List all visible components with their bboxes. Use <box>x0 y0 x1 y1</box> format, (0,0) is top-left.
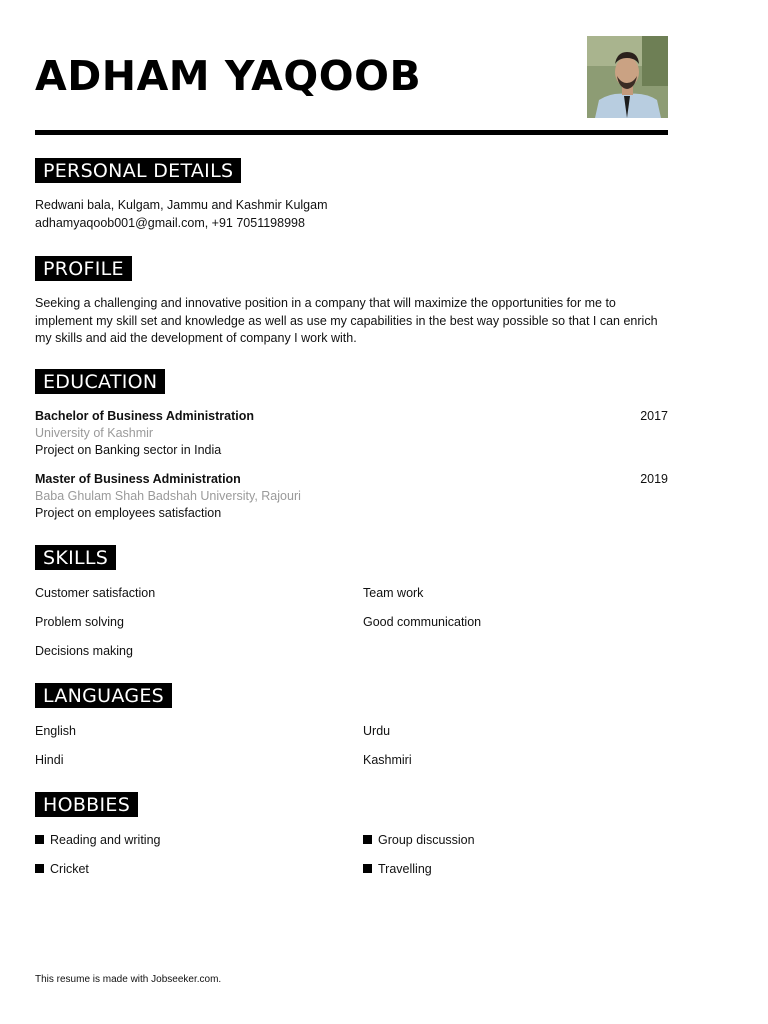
skill-item: Decisions making <box>35 644 133 658</box>
profile-text: Seeking a challenging and innovative position in a company that will maximize the opportunities for me to implement my skill set and knowledge as well as use my capabilities in the best way possible so that I can enrich my skills and aid the development of company I work with. <box>35 296 658 345</box>
degree-title: Bachelor of Business Administration <box>35 409 255 423</box>
hobby-item <box>363 831 668 849</box>
skill-item: Customer satisfaction <box>35 586 156 600</box>
square-bullet-icon <box>363 835 372 844</box>
section-heading-education: EDUCATION <box>35 369 165 394</box>
square-bullet-icon <box>363 864 372 873</box>
hobby-item <box>363 860 668 878</box>
education-item <box>35 471 668 522</box>
hobby-label: Group discussion <box>378 833 475 847</box>
skill-item: Problem solving <box>35 615 124 629</box>
candidate-name: ADHAM YAQOOB <box>35 52 422 100</box>
degree-title: Master of Business Administration <box>35 472 241 486</box>
profile-photo <box>587 36 668 118</box>
section-heading-profile: PROFILE <box>35 256 132 281</box>
degree-year: 2019 <box>640 472 668 486</box>
language-item: Kashmiri <box>363 753 412 767</box>
skill-item: Good communication <box>363 615 482 629</box>
languages-section <box>35 683 668 769</box>
school-name: Baba Ghulam Shah Badshah University, Rajouri <box>35 489 301 503</box>
section-heading-languages: LANGUAGES <box>35 683 172 708</box>
section-heading-skills: SKILLS <box>35 545 116 570</box>
hobbies-list <box>35 831 668 878</box>
language-item: Urdu <box>363 724 391 738</box>
hobby-label: Cricket <box>50 862 89 876</box>
contact-text: adhamyaqoob001@gmail.com, +91 7051198998 <box>35 215 305 230</box>
hobby-item <box>35 860 363 878</box>
portrait-image <box>587 36 668 118</box>
degree-year: 2017 <box>640 409 668 423</box>
hobby-label: Reading and writing <box>50 833 161 847</box>
hobby-item <box>35 831 363 849</box>
address-text: Redwani bala, Kulgam, Jammu and Kashmir Kulgam <box>35 198 328 212</box>
languages-list <box>35 722 668 769</box>
hobby-label: Travelling <box>378 862 432 876</box>
education-item <box>35 408 668 459</box>
footer-note: This resume is made with Jobseeker.com. <box>35 974 222 985</box>
education-section <box>35 369 668 534</box>
project-description: Project on Banking sector in India <box>35 443 222 457</box>
skill-item: Team work <box>363 586 424 600</box>
section-heading-personal: PERSONAL DETAILS <box>35 158 241 183</box>
project-description: Project on employees satisfaction <box>35 506 222 520</box>
profile-section <box>35 256 668 348</box>
language-item: Hindi <box>35 753 64 767</box>
language-item: English <box>35 724 76 738</box>
skills-section <box>35 545 668 660</box>
square-bullet-icon <box>35 835 44 844</box>
header-divider <box>35 130 668 135</box>
skills-list <box>35 584 668 660</box>
section-heading-hobbies: HOBBIES <box>35 792 138 817</box>
personal-details-section <box>35 158 668 232</box>
hobbies-section <box>35 792 668 878</box>
school-name: University of Kashmir <box>35 426 154 440</box>
square-bullet-icon <box>35 864 44 873</box>
